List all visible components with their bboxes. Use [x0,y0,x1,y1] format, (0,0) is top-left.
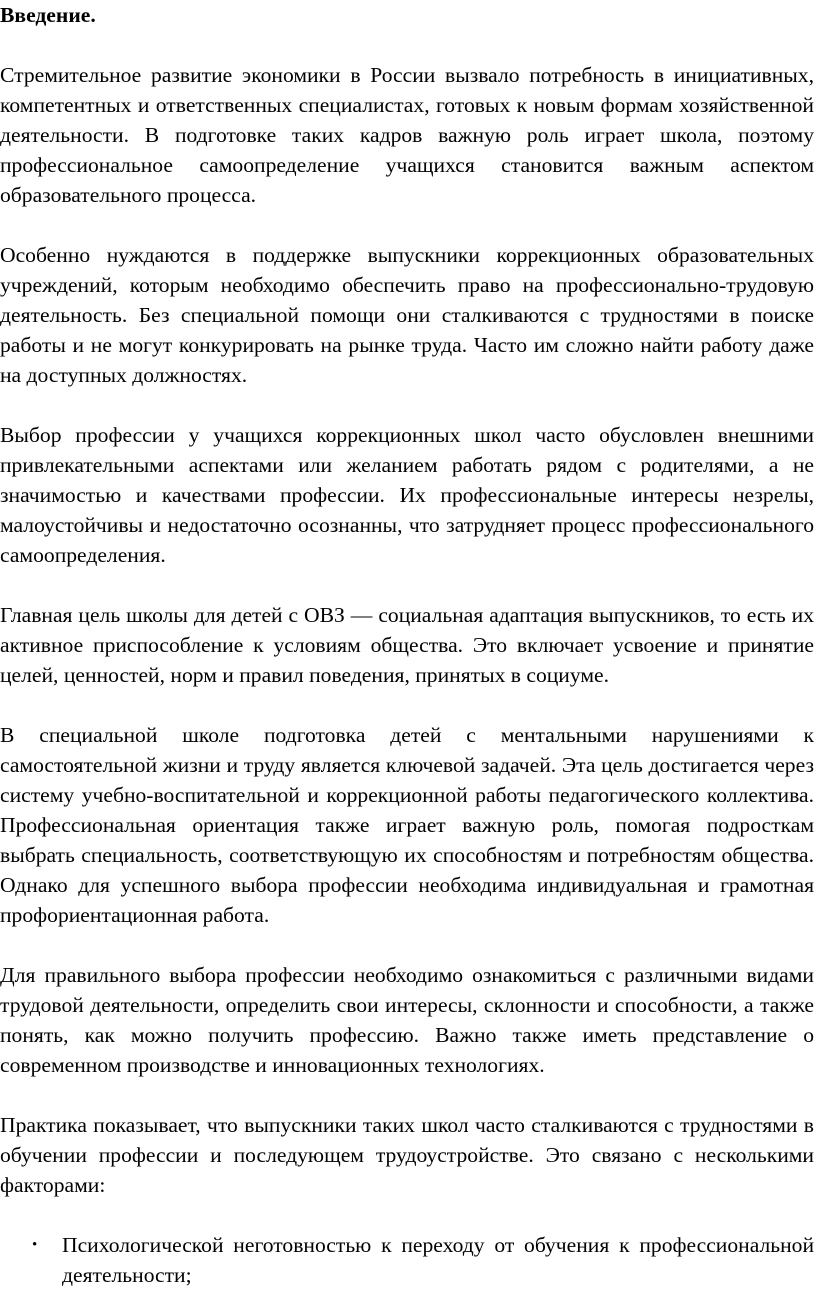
document-heading: Введение. [0,3,96,27]
paragraph-2: Особенно нуждаются в поддержке выпускники коррекционных образовательных учреждений, которым необходимо обеспечить право на профессионально-трудовую деятельность. Без специальной помощи они сталкиваются с трудностями в поиске работы и не могут конкурировать на рынке труда. Часто им сложно найти работу даже на доступных должностях. [0,243,814,387]
paragraph-5: В специальной школе подготовка детей с ментальными нарушениями к самостоятельной жизни и труду является ключевой задачей. Эта цель достигается через систему учебно-воспитательной и коррекционной работы педагогического коллектива. Профессиональная ориентация также играет важную роль, помогая подросткам выбрать специальность, соответствующую их способностям и потребностям общества. Однако для успешного выбора профессии необходима индивидуальная и грамотная профориентационная работа. [0,723,814,927]
paragraph-7: Практика показывает, что выпускники таких школ часто сталкиваются с трудностями в обучении профессии и последующем трудоустройстве. Это связано с несколькими факторами: [0,1113,814,1197]
paragraph-6: Для правильного выбора профессии необходимо ознакомиться с различными видами трудовой деятельности, определить свои интересы, склонности и способности, а также понять, как можно получить профессию. Важно также иметь представление о современном производстве и инновационных технологиях. [0,963,814,1077]
list-item-text: Психологической неготовностью к переходу от обучения к профессиональной деятельности; [62,1233,814,1287]
list-item [0,1230,814,1290]
paragraph-3: Выбор профессии у учащихся коррекционных школ часто обусловлен внешними привлекательными аспектами или желанием работать рядом с родителями, а не значимостью и качествами профессии. Их профессиональные интересы незрелы, малоустойчивы и недостаточно осознанны, что затрудняет процесс профессионального самоопределения. [0,423,814,567]
paragraph-4: Главная цель школы для детей с ОВЗ — социальная адаптация выпускников, то есть их активное приспособление к условиям общества. Это включает усвоение и принятие целей, ценностей, норм и правил поведения, принятых в социуме. [0,603,814,687]
paragraph-1: Стремительное развитие экономики в России вызвало потребность в инициативных, компетентных и ответственных специалистах, готовых к новым формам хозяйственной деятельности. В подготовке таких кадров важную роль играет школа, поэтому профессиональное самоопределение учащихся становится важным аспектом образовательного процесса. [0,63,814,207]
factors-list [0,1230,814,1290]
bullet-icon: • [32,1237,38,1253]
